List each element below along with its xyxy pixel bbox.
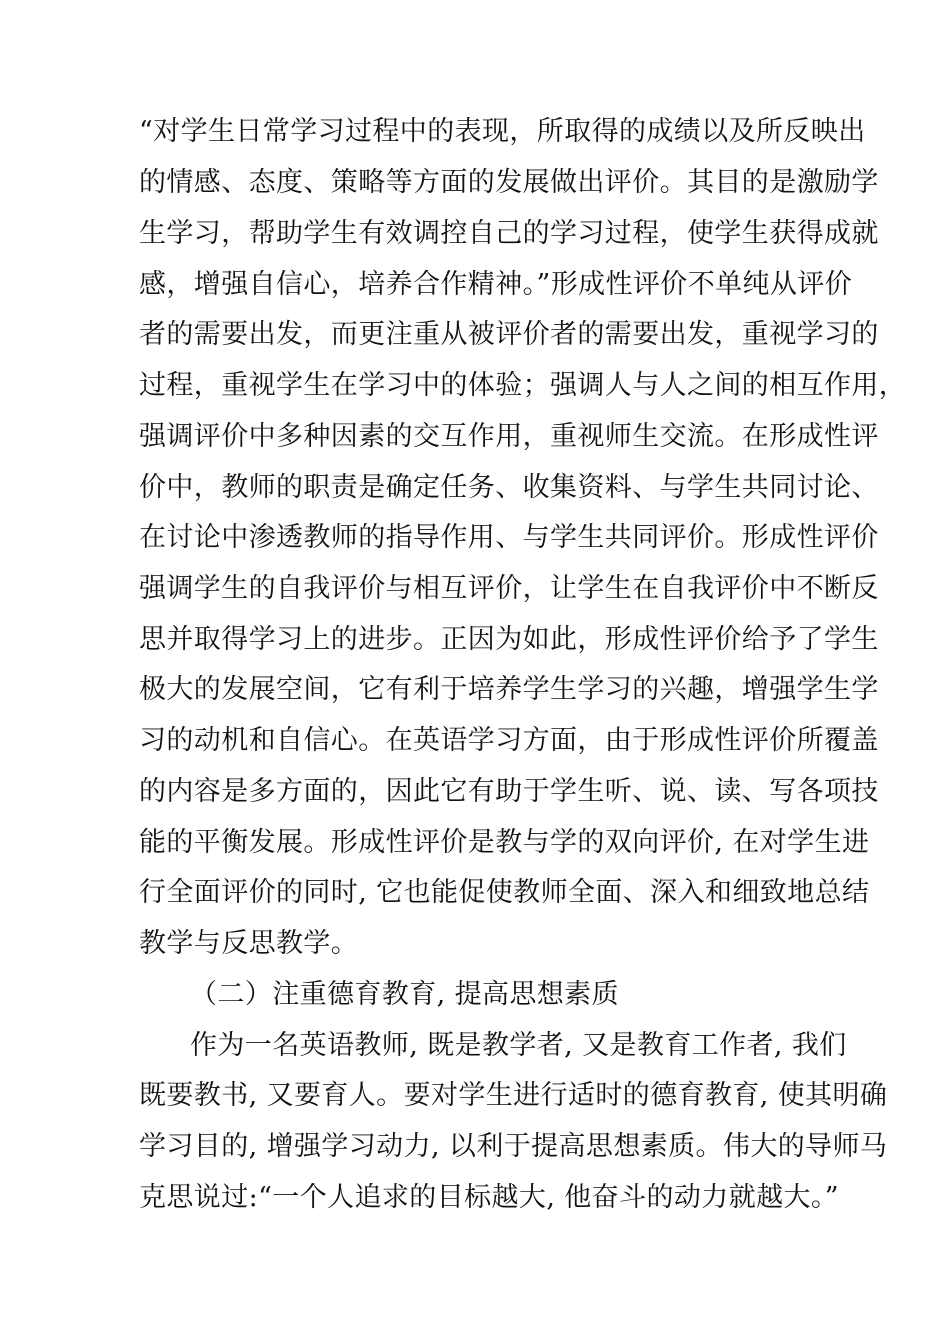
paragraph-1-line-9: 在讨论中渗透教师的指导作用、与学生共同评价。形成性评价 (139, 522, 879, 553)
paragraph-1-line-13: 习的动机和自信心。在英语学习方面，由于形成性评价所覆盖 (139, 725, 879, 756)
paragraph-1-line-7: 强调评价中多种因素的交互作用，重视师生交流。在形成性评 (139, 421, 879, 452)
paragraph-1-line-12: 极大的发展空间，它有利于培养学生学习的兴趣，增强学生学 (139, 674, 879, 705)
paragraph-1-line-3: 生学习，帮助学生有效调控自己的学习过程，使学生获得成就 (139, 218, 879, 249)
paragraph-2-line-3: 学习目的, 增强学习动力, 以利于提高思想素质。伟大的导师马 (139, 1131, 888, 1162)
paragraph-1-line-6: 过程，重视学生在学习中的体验；强调人与人之间的相互作用， (139, 370, 907, 401)
section-heading: （二）注重德育教育, 提高思想素质 (190, 979, 619, 1010)
paragraph-1-line-17: 教学与反思教学。 (139, 928, 359, 959)
paragraph-2-line-1: 作为一名英语教师, 既是教学者, 又是教育工作者, 我们 (190, 1030, 847, 1061)
paragraph-1-line-8: 价中，教师的职责是确定任务、收集资料、与学生共同讨论、 (139, 472, 879, 503)
paragraph-1-line-14: 的内容是多方面的，因此它有助于学生听、说、读、写各项技 (139, 776, 879, 807)
paragraph-1-line-16: 行全面评价的同时, 它也能促使教师全面、深入和细致地总结 (139, 877, 870, 908)
paragraph-1-line-4: 感，增强自信心，培养合作精神。”形成性评价不单纯从评价 (139, 269, 853, 300)
paragraph-1-line-15: 能的平衡发展。形成性评价是教与学的双向评价, 在对学生进 (139, 827, 870, 858)
paragraph-1-line-1: “对学生日常学习过程中的表现，所取得的成绩以及所反映出 (139, 116, 866, 147)
paragraph-1-line-10: 强调学生的自我评价与相互评价，让学生在自我评价中不断反 (139, 573, 879, 604)
paragraph-2-line-4: 克思说过:“一个人追求的目标越大, 他奋斗的动力就越大。” (139, 1182, 839, 1213)
paragraph-2-line-2: 既要教书, 又要育人。要对学生进行适时的德育教育, 使其明确 (139, 1080, 888, 1111)
paragraph-1-line-11: 思并取得学习上的进步。正因为如此，形成性评价给予了学生 (139, 624, 879, 655)
paragraph-1-line-2: 的情感、态度、策略等方面的发展做出评价。其目的是激励学 (139, 167, 879, 198)
paragraph-1-line-5: 者的需要出发，而更注重从被评价者的需要出发，重视学习的 (139, 319, 879, 350)
